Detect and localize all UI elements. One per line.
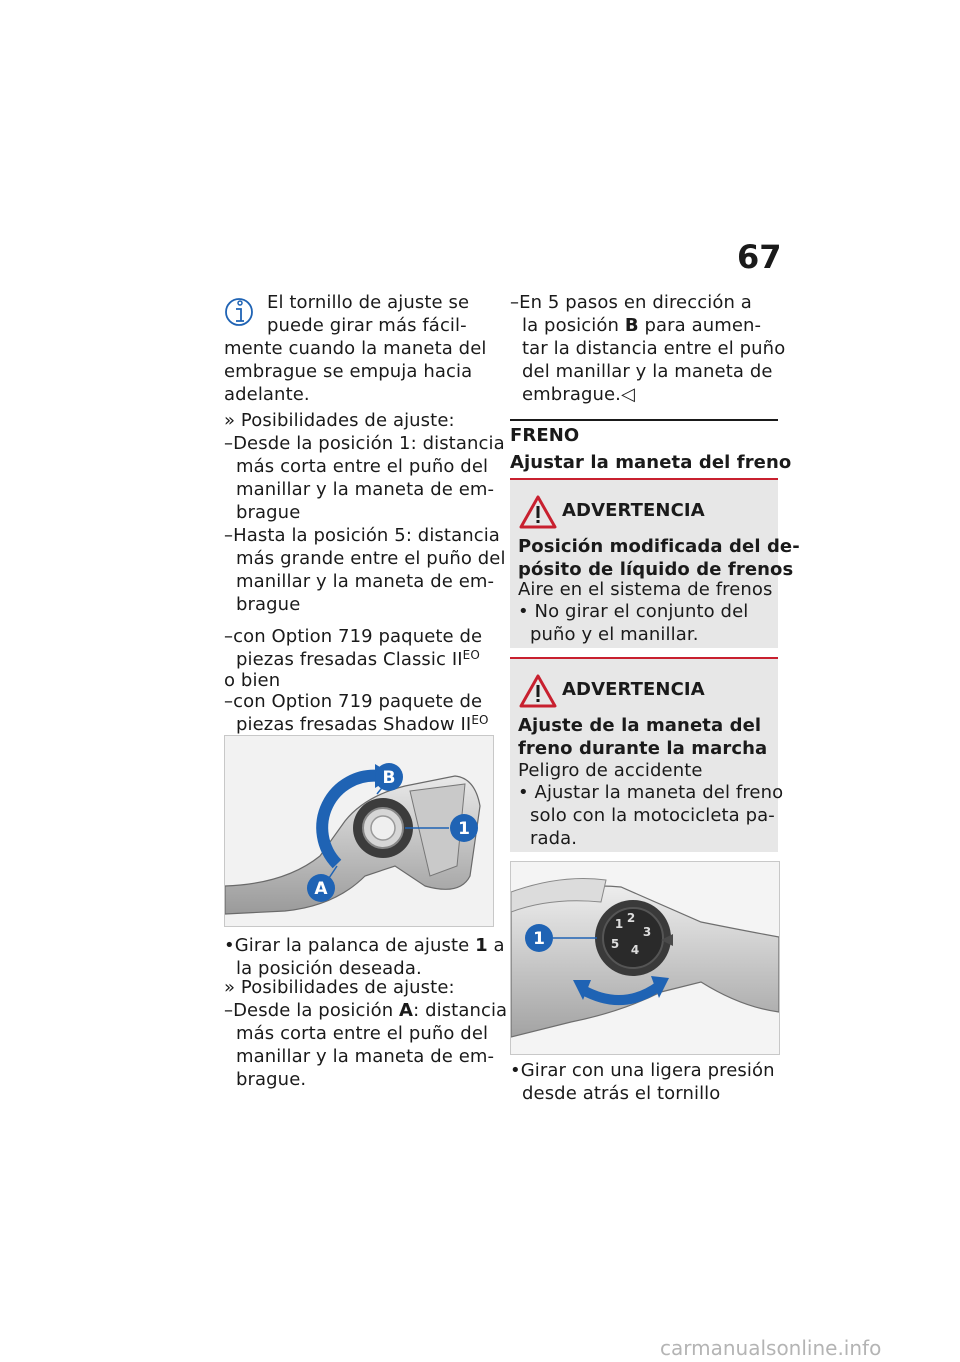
dial-number: 5 — [610, 937, 620, 951]
step-line: la posición deseada. — [236, 958, 422, 979]
list-item: del manillar y la maneta de — [522, 361, 773, 382]
warning-hazard: Peligro de accidente — [518, 760, 703, 781]
info-note-line: El tornillo de ajuste se — [267, 292, 470, 313]
footer-watermark: carmanualsonline.info — [660, 1336, 882, 1360]
warning-box — [510, 478, 800, 648]
list-item: brague — [236, 594, 301, 615]
info-note-line: mente cuando la maneta del — [224, 338, 487, 359]
option-line: piezas fresadas Shadow $II^{EO}$ — [236, 713, 489, 735]
warning-hazard: Aire en el sistema de frenos — [518, 579, 773, 600]
info-note-line: puede girar más fácil- — [267, 315, 467, 336]
list-item: tar la distancia entre el puño — [522, 338, 786, 359]
possibilities-heading: » Posibilidades de ajuste: — [224, 410, 455, 431]
clutch-lever-figure — [224, 735, 494, 927]
dial-number: 2 — [626, 911, 636, 925]
possibilities-heading: » Posibilidades de ajuste: — [224, 977, 455, 998]
step-line: •Girar la palanca de ajuste 1 a — [224, 935, 505, 956]
or-text: o bien — [224, 670, 281, 691]
section-rule — [510, 419, 778, 421]
list-item: más corta entre el puño del — [236, 1023, 489, 1044]
dial-number: 1 — [614, 917, 624, 931]
list-item: la posición B para aumen- — [522, 315, 762, 336]
warning-bullet: • Ajustar la maneta del freno — [518, 782, 784, 803]
warning-label: ADVERTENCIA — [562, 679, 705, 700]
option-line: –con Option 719 paquete de — [224, 626, 483, 647]
warning-bullet: rada. — [530, 828, 578, 849]
dial-number: 4 — [630, 943, 640, 957]
list-item: –Hasta la posición 5: distancia — [224, 525, 500, 546]
warning-triangle-icon — [518, 673, 558, 709]
clutch-lever-illustration — [225, 736, 493, 926]
list-item: –Desde la posición 1: distancia — [224, 433, 505, 454]
page-number: 67 — [737, 238, 782, 276]
option-line: piezas fresadas Classic $II^{EO}$ — [236, 648, 480, 670]
list-item: más grande entre el puño del — [236, 548, 506, 569]
callout-1-label: 1 — [533, 929, 545, 949]
list-item: brague — [236, 502, 301, 523]
brake-lever-illustration — [511, 862, 779, 1054]
step-line: desde atrás el tornillo — [522, 1083, 721, 1104]
dial-number: 3 — [642, 925, 652, 939]
info-note-line: embrague se empuja hacia — [224, 361, 473, 382]
list-item: manillar y la maneta de em- — [236, 479, 495, 500]
list-item: embrague.◁ — [522, 384, 635, 405]
list-item: –En 5 pasos en dirección a — [510, 292, 752, 313]
step-line: •Girar con una ligera presión — [510, 1060, 775, 1081]
warning-title: freno durante la marcha — [518, 738, 768, 759]
list-item: más corta entre el puño del — [236, 456, 489, 477]
callout-b-label: B — [382, 768, 396, 788]
warning-bullet: solo con la motocicleta pa- — [530, 805, 775, 826]
warning-title: pósito de líquido de frenos — [518, 559, 794, 580]
callout-a-label: A — [314, 879, 328, 899]
warning-title: Posición modificada del de- — [518, 536, 800, 557]
warning-bullet: • No girar el conjunto del — [518, 601, 749, 622]
warning-title: Ajuste de la maneta del — [518, 715, 762, 736]
brake-lever-figure — [510, 861, 780, 1055]
warning-triangle-icon — [518, 494, 558, 530]
warning-label: ADVERTENCIA — [562, 500, 705, 521]
list-item: manillar y la maneta de em- — [236, 571, 495, 592]
info-note-line: adelante. — [224, 384, 310, 405]
warning-bullet: puño y el manillar. — [530, 624, 699, 645]
warning-box — [510, 657, 784, 852]
info-icon — [224, 293, 254, 333]
list-item: –Desde la posición A: distancia — [224, 1000, 508, 1021]
section-title: FRENO — [510, 425, 580, 446]
option-line: –con Option 719 paquete de — [224, 691, 483, 712]
list-item: brague. — [236, 1069, 307, 1090]
callout-1-label: 1 — [458, 819, 470, 839]
subsection-title: Ajustar la maneta del freno — [510, 452, 792, 473]
list-item: manillar y la maneta de em- — [236, 1046, 495, 1067]
